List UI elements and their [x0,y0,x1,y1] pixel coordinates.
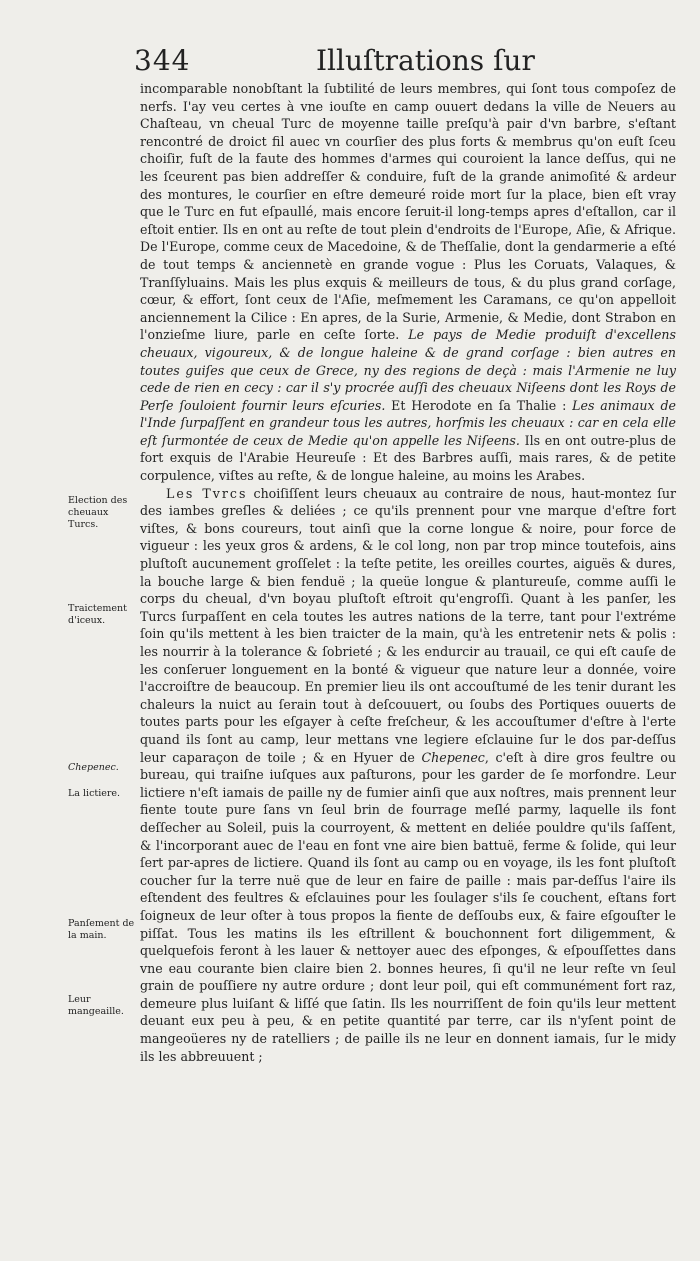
paragraph-2-text: choiſiſſent leurs cheuaux au contraire de nous, haut-montez ſur des iambes greſles & deliées ; ce qu'ils prennent pour vne marque d'eſtre fort viſtes, & bons coureurs, tout ainſi que la corne longue & noire, pour force de vigueur : les yeux gros & ardens, & le col long, non par trop mince toutefois, ains pluſtoſt aucunement groſſelet : la teſte petite, les oreilles courtes, aiguës & dures, la bouche large & bien fenduë ; la queüe longue & plantureuſe, comme auſſi le corps du cheual, d'vn boyau pluſtoſt eſtroit qu'engroſſi. Quant à les panſer, les Turcs ſurpaſſent en cela toutes les autres nations de la terre, tant pour l'extréme ſoin qu'ils mettent à les bien traicter de la main, qu'à les entretenir nets & polis : les nourrir à la tolerance & ſobrieté ; & les endurcir au trauail, ce qui eſt cauſe de les conſeruer longuement en la bonté & vigueur que nature leur a donnée, voire l'accroiſtre de beaucoup. En premier lieu ils ont accouſtumé de les tenir durant les chaleurs la nuict au ſerain tout à deſcouuert, ou ſoubs des Portiques ouuerts de toutes parts pour les eſgayer à ceſte freſcheur, & les accouſtumer d'eſtre à l'erte quand ils ſont au camp, leur mettans vne legiere eſclauine ſur le dos par-deſſus leur caparaçon de toile ; & en Hyuer de [140,485,676,765]
paragraph-1-end: Ils en ont outre-plus de fort exquis de l'Arabie Heureuſe : Et des Barbres auſſi, mais rares, & de petite corpulence, viſtes au reſte, & de longue haleine, au moins les Arabes. [140,432,676,484]
margin-note-traictement: Traictement d'iceux. [68,603,127,626]
margin-note-lictiere: La lictiere. [68,788,121,799]
paragraph-1 [140,80,676,485]
chepenec-term: Chepenec [421,749,485,765]
herodote-intro: Et Herodote en ſa Thalie : [391,397,567,413]
herodote-quote: Les animaux de l'Inde ſurpaſſent en grandeur tous les autres, horſmis les cheuaux : car en cela elle eſt ſurmontée de ceux de Medie qu'on appelle les Niſeens. [140,397,676,448]
strabon-quote: Le pays de Medie produiſt d'excellens cheuaux, vigoureux, & de longue haleine & de grand corſage : bien autres en toutes guiſes que ceux de Grece, ny des regions de deçà : mais l'Armenie ne luy cede de rien en cecy : car il s'y procrée auſſi des cheuaux Niſeens dont les Roys de Perſe ſouloient fournir leurs eſcuries. [140,327,676,413]
running-title: Illuſtrations ſur [316,44,535,77]
paragraph-2-continued: , c'eſt à dire gros feultre ou bureau, qui traiſne iuſques aux paſturons, pour les garder de ſe morfondre. Leur lictiere n'eſt iamais de paille ny de fumier ainſi que aux noſtres, mais prennent leur fiente toute pure ſans vn ſeul brin de fourrage meſlé parmy, laquelle ils font deſſecher au Soleil, puis la courroyent, & mettent en deliée pouldre qu'ils ſaſſent, & l'incorporant auec de l'eau en font vne aire bien battuë, ferme & ſolide, qui leur ſert par-apres de lictiere. Quand ils ſont au camp ou en voyage, ils les font pluſtoſt coucher ſur la terre nuë que de leur en faire de paille : mais par-deſſus l'aire ils eſtendent des feultres & eſclauines pour les ſoulager s'ils ſe couchent, eſtans fort ſoigneux de leur oſter à tous propos la fiente de deſſoubs eux, & faire eſgouſter le piſſat. Tous les matins ils les eſtrillent & bouchonnent fort diligemment, & quelquefois feront à les lauer & nettoyer auec des eſponges, & eſpouſſettes dans vne eau courante bien claire bien 2. bonnes heures, ſi qu'il ne leur reſte vn ſeul grain de pouſſiere ny autre ordure ; dont leur poil, qui eſt communément fort raz, demeure plus luiſant & liſſé que ſatin. Ils les nourriſſent de foin qu'ils leur mettent deuant eux peu à peu, & en petite quantité par terre, car ils n'yſent point de mangeoüeres ny de ratelliers ; de paille ils ne leur en donnent iamais, ſur le midy ils les abbreuuent ; [140,749,676,1064]
paragraph-2 [140,485,676,1066]
margin-note-pansement: Panſement de la main. [68,918,135,941]
body-text [140,80,676,1065]
margin-note-election: Election des cheuaux Turcs. [68,495,128,530]
page-header [134,44,684,84]
margin-note-chepenec: Chepenec. [68,762,119,773]
paragraph-2-lead: Les Tvrcs [166,485,248,501]
page-number: 344 [134,44,191,77]
paragraph-1-text: incomparable nonobſtant la ſubtilité de leurs membres, qui ſont tous compoſez de nerfs. I'ay veu certes à vne iouſte en camp ouuert dedans la ville de Neuers au Chaſteau, vn cheual Turc de moyenne taille preſqu'à pair d'vn barbre, s'eſtant rencontré de droict fil auec vn courſier des plus forts & membrus qu'on euſt ſceu choiſir, fuſt de la faute des hommes d'armes qui couroient la lance deſſus, qui ne les ſceurent pas bien addreſſer & conduire, fuſt de la grande animoſité & ardeur des montures, le courſier en eſtre demeuré roide mort ſur la place, bien eſt vray que le Turc en fut eſpaullé, mais encore ſeruit-il long-temps apres d'eſtallon, car il eſtoit entier. Ils en ont au reſte de tout plein d'endroits de l'Europe, Aſie, & Afrique. De l'Europe, comme ceux de Macedoine, & de Theſſalie, dont la gendarmerie a eſté de tout temps & anciennetè en grande vogue : Plus les Coruats, Valaques, & Tranſſyluains. Mais les plus exquis & meilleurs de tous, & du plus grand corſage, cœur, & effort, ſont ceux de l'Aſie, meſmement les Caramans, ce qu'on appelloit anciennement la Cilice : En apres, de la Surie, Armenie, & Medie, dont Strabon en l'onzieſme liure, parle en ceſte ſorte. [140,81,676,343]
margin-note-mangeaille: Leur mangeaille. [68,994,124,1017]
